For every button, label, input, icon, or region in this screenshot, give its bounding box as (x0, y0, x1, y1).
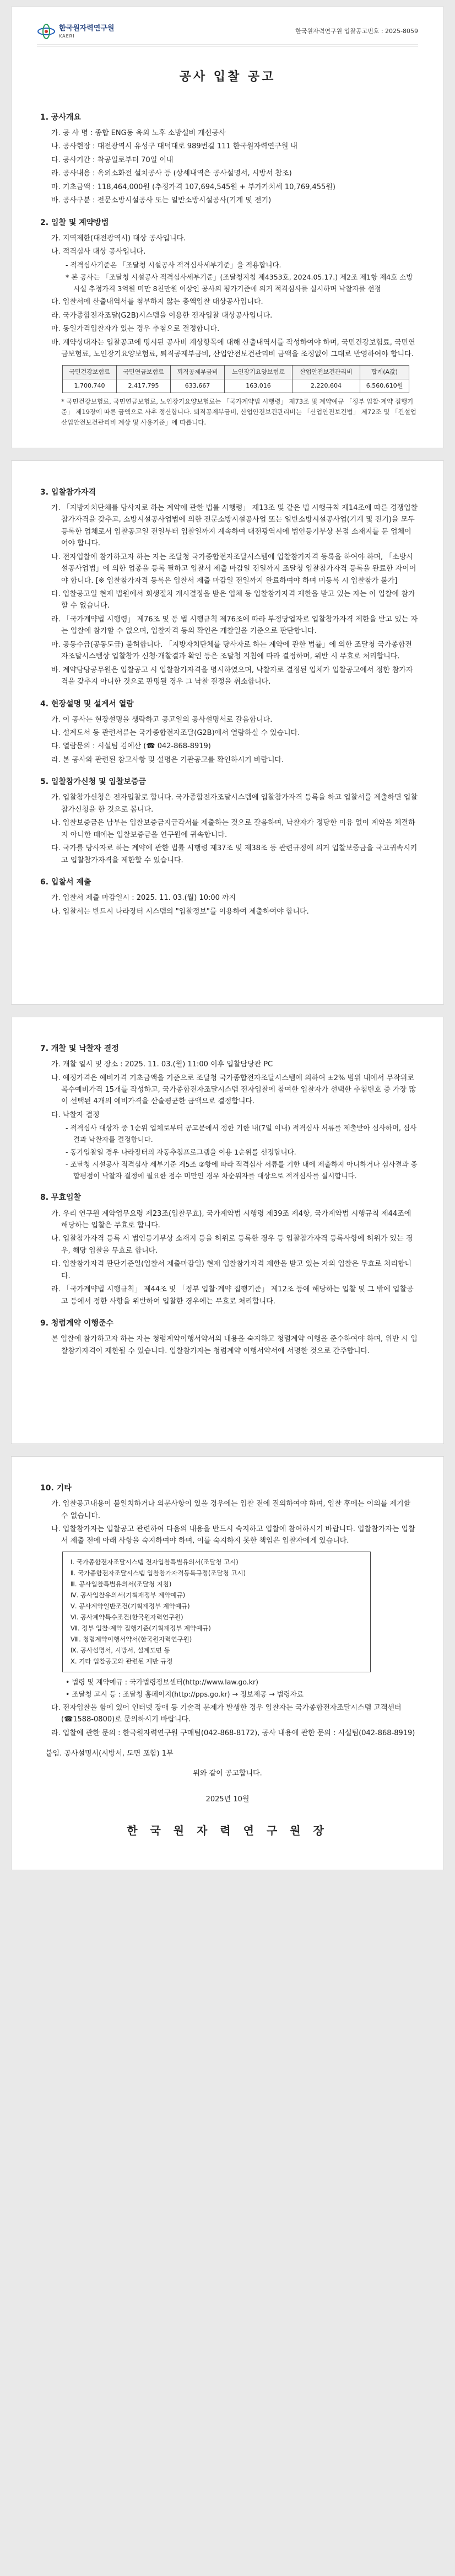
document-header (37, 23, 418, 46)
table-cell: 6,560,610원 (360, 379, 409, 393)
section-item: 마. 공동수급(공동도급) 불허합니다. 「지방자치단체를 당사자로 하는 계약에 관한 법률」에 의한 조달청 국가종합전자조달시스템상 입찰참가 신청·개찰결과 확인 등은 조달청 지침에 따라 결정하며, 위반 시 무효로 처리합니다. (51, 640, 412, 661)
section-item: 가. 입찰참가신청은 전자입찰로 합니다. 국가종합전자조달시스템에 입찰참가자격 등록을 하고 입찰서를 제출하면 입찰참가신청을 한 것으로 봅니다. (51, 793, 418, 814)
section-item: 나. 공사현장 : 대전광역시 유성구 대덕대로 989번길 111 한국원자력연구원 내 (51, 142, 297, 151)
section-subitem: - 조달청 시설공사 적격심사 세부기준 제5조 ②항에 따라 적격심사 서류를 기한 내에 제출하지 아니하거나 심사결과 종합평점이 낙찰자 결정에 필요한 점수 미만인 경우 차순위자를 대상으로 적격심사를 실시합니다. (66, 1160, 418, 1180)
section-item: 다. 국가를 당사자로 하는 계약에 관한 법률 시행령 제37조 및 제38조 등 관련규정에 의거 입찰보증금을 국고귀속시키고 입찰참가자격을 제한할 수 있습니다. (51, 844, 418, 865)
section-item: 나. 설계도서 등 관련서류는 국가종합전자조달(G2B)에서 열람하실 수 있습니다. (51, 729, 300, 738)
section-item: 나. 입찰참가자격 등록 시 법인등기부상 소재지 등을 허위로 등록한 경우 등 입찰참가자격 등록사항에 허위가 있는 경우, 해당 입찰을 무효로 합니다. (51, 1235, 413, 1255)
section-title: 9. 청렴계약 이행준수 (40, 1319, 113, 1328)
section-item: 다. 전자입찰을 함에 있어 인터넷 장애 등 기술적 문제가 발생한 경우 입찰자는 국가종합전자조달시스템 고객센터(☎1588-0800)로 문의하시기 바랍니다. (51, 1703, 402, 1724)
section-item: 나. 적격심사 대상 공사입니다. (51, 248, 146, 256)
table-cell: 163,016 (225, 379, 292, 393)
section-item: 가. 이 공사는 현장설명을 생략하고 공고일의 공사설명서로 갈음합니다. (51, 715, 273, 724)
issuer-signature: 한 국 원 자 력 연 구 원 장 (127, 1824, 328, 1838)
section-item: 가. 개찰 일시 및 장소 : 2025. 11. 03.(월) 11:00 이후 입찰담당관 PC (51, 1060, 273, 1069)
closing-statement: 위와 같이 공고합니다. (193, 1769, 262, 1778)
section-title: 7. 개찰 및 낙찰자 결정 (40, 1044, 119, 1054)
section-item: 나. 입찰보증금은 납부는 입찰보증금지급각서를 제출하는 것으로 갈음하며, 낙찰자가 정당한 이유 없이 계약을 체결하지 아니한 때에는 입찰보증금을 연구원에 귀속합니다. (51, 819, 415, 839)
table-header-cell: 국민건강보험료 (63, 365, 117, 379)
section-item: 바. 계약상대자는 입찰공고에 명시된 공사비 계상항목에 대해 산출내역서를 작성하여야 하며, 국민건강보험료, 국민연금보험료, 노인장기요양보험료, 퇴직공제부금비, 산업안전보건관리비 금액을 조정없이 그대로 반영하여야 합니다. (51, 338, 415, 359)
list-item: Ⅸ. 공사설명서, 시방서, 설계도면 등 (71, 1646, 170, 1654)
section-title: 3. 입찰참가자격 (40, 487, 96, 497)
section-item: 마. 동일가격입찰자가 있는 경우 추첨으로 결정합니다. (51, 325, 220, 334)
section-item: 가. 「지방자치단체를 당사자로 하는 계약에 관한 법률 시행령」 제13조 및 같은 법 시행규칙 제14조에 따른 경쟁입찰 참가자격을 갖추고, 소방시설공사업법에 의한 전문소방시설공사업 또는 일반소방시설공사업(기계 및 전기)을 모두 등록한 업체로서 입찰공고일 전일부터 입찰일까지 계속하여 대전광역시에 법인등기부상 본점 소재지를 둔 업체이어야 합니다. (51, 503, 418, 548)
section-item: 마. 기초금액 : 118,464,000원 (추정가격 107,694,545원 + 부가가치세 10,769,455원) (51, 183, 335, 191)
section-title: 5. 입찰참가신청 및 입찰보증금 (40, 777, 146, 787)
list-item: Ⅴ. 공사계약일반조건(기획재정부 계약예규) (71, 1602, 190, 1610)
org-name: 한국원자력연구원 (59, 24, 115, 33)
list-item: Ⅷ. 청렴계약이행서약서(한국원자력연구원) (71, 1635, 192, 1643)
section-item: 나. 전자입찰에 참가하고자 하는 자는 조달청 국가종합전자조달시스템에 입찰참가자격 등록을 하여야 하며, 「소방시설공사업법」에 의한 업종을 등록 필하고 입찰서 제출 마감일 전일까지 조달청 입찰참가자격 등록을 완료한 자이어야 합니다. [※ 입찰참가자격 등록은 입찰서 제출 마감일 전일까지 완료하여야 하며 미등록 시 입찰참가 불가] (51, 552, 416, 585)
table-note: * 국민건강보험료, 국민연금보험료, 노인장기요양보험료는 「국가계약법 시행령」 제73조 및 계약예규 「정부 입찰·계약 집행기준」 제19장에 따른 금액으로 사후 정산합니다. 퇴직공제부금비, 산업안전보건관리비는 「산업안전보건법」 제72조 및 「건설업 산업안전보건관리비 계상 및 사용기준」에 따릅니다. (61, 397, 416, 426)
list-item: Ⅳ. 공사입찰유의서(기획재정부 계약예규) (71, 1591, 186, 1599)
table-cell: 1,700,740 (63, 379, 117, 393)
section-item: 다. 열람문의 : 시설팀 김예산 (☎ 042-868-8919) (51, 742, 211, 751)
kaeri-logo-icon (37, 23, 56, 40)
section-item: 바. 계약담당공무원은 입찰공고 시 입찰참가자격을 명시하였으며, 낙찰자로 결정된 업체가 입찰공고에서 정한 참가자격을 갖추지 아니한 것으로 판명될 경우 그 낙찰 결정을 취소합니다. (51, 666, 413, 686)
list-item: Ⅰ. 국가종합전자조달시스템 전자입찰특별유의서(조달청 고시) (71, 1558, 239, 1566)
section-item: 다. 입찰공고일 현재 법원에서 회생절차 개시결정을 받은 업체 등 입찰참가자격 제한을 받고 있는 자는 이 입찰에 참가할 수 없습니다. (51, 590, 415, 610)
section-item: 라. 국가종합전자조달(G2B)시스템을 이용한 전자입찰 대상공사입니다. (51, 311, 273, 320)
org-logo (37, 23, 114, 40)
section-item: 가. 입찰공고내용이 불일치하거나 의문사항이 있을 경우에는 입찰 전에 질의하여야 하며, 입찰 후에는 이의를 제기할 수 없습니다. (51, 1500, 411, 1520)
section-item: 다. 입찰서에 산출내역서를 첨부하지 않는 총액입찰 대상공사입니다. (51, 298, 263, 307)
table-cell: 2,220,604 (292, 379, 360, 393)
table-header-cell: 노인장기요양보험료 (225, 365, 292, 379)
section-item: 라. 「국가계약법 시행령」 제76조 및 동 법 시행규칙 제76조에 따라 부정당업자로 입찰참가자격 제한을 받고 있는 자는 입찰에 참가할 수 없으며, 입찰자격 등의 확인은 개찰일을 기준으로 판단합니다. (51, 615, 418, 636)
section-title: 8. 무효입찰 (40, 1193, 82, 1203)
section-item: 가. 지역제한(대전광역시) 대상 공사입니다. (51, 234, 186, 243)
section-title: 4. 현장설명 및 설계서 열람 (40, 699, 134, 709)
document-page-3 (11, 1017, 444, 1444)
section-item: 가. 입찰서 제출 마감일시 : 2025. 11. 03.(월) 10:00 까지 (51, 894, 236, 903)
insurance-cost-table (62, 365, 409, 393)
list-item: Ⅲ. 공사입찰특별유의서(조달청 지침) (71, 1580, 172, 1588)
table-header-cell: 합계(A값) (360, 365, 409, 379)
section-item: 바. 공사구분 : 전문소방시설공사 또는 일반소방시설공사(기계 및 전기) (51, 196, 272, 205)
section-item: 본 입찰에 참가하고자 하는 자는 청렴계약이행서약서의 내용을 숙지하고 청렴계약 이행을 준수하여야 하며, 위반 시 입찰참가자격이 제한될 수 있습니다. 입찰참가자는 청렴계약 이행서약서에 서명한 것으로 간주합니다. (51, 1335, 418, 1355)
section-title: 10. 기타 (40, 1484, 72, 1493)
section-item: 가. 우리 연구원 계약업무요령 제23조(입찰무효), 국가계약법 시행령 제39조 제4항, 국가계약법 시행규칙 제44조에 해당하는 입찰은 무효로 합니다. (51, 1209, 411, 1230)
list-item: Ⅶ. 정부 입찰·계약 집행기준(기획재정부 계약예규) (71, 1624, 211, 1632)
table-header-cell: 국민연금보험료 (117, 365, 171, 379)
table-header-cell: 산업안전보건관리비 (292, 365, 360, 379)
document-page-4 (11, 1456, 444, 1870)
org-abbrev: KAERI (59, 34, 75, 39)
section-item: 라. 공사내용 : 옥외소화전 설치공사 등 (상세내역은 공사설명서, 시방서 참조) (51, 169, 292, 178)
table-cell: 2,417,795 (117, 379, 171, 393)
section-item: 다. 입찰참가자격 판단기준일(입찰서 제출마감일) 현재 입찰참가자격 제한을 받고 있는 자의 입찰은 무효로 처리합니다. (51, 1260, 412, 1280)
announcement-number: 한국원자력연구원 입찰공고번호 : 2025-8059 (295, 27, 418, 35)
section-item: 라. 「국가계약법 시행규칙」 제44조 및 「정부 입찰·계약 집행기준」 제12조 등에 해당하는 입찰 및 그 밖에 입찰공고 등에서 정한 사항을 위반하여 입찰한 경우에는 무효로 처리합니다. (51, 1285, 414, 1306)
section-item: 가. 공 사 명 : 종합 ENG동 옥외 노후 소방설비 개선공사 (51, 129, 226, 138)
attachment-note: 붙임. 공사설명서(시방서, 도면 포함) 1부 (46, 1749, 174, 1758)
section-item: 나. 입찰참가자는 입찰공고 관련하여 다음의 내용을 반드시 숙지하고 입찰에 참여하시기 바랍니다. 입찰참가자는 입찰서 제출 전에 아래 사항을 숙지하여야 하며, 이를 숙지하지 못한 책임은 입찰자에게 있습니다. (51, 1525, 415, 1545)
page-whitespace (37, 1359, 418, 1425)
section-item: 나. 예정가격은 예비가격 기초금액을 기준으로 조달청 국가종합전자조달시스템에 의하여 ±2% 범위 내에서 무작위로 복수예비가격 15개를 작성하고, 국가종합전자조달시스템 전자입찰에 참여한 입찰자가 선택한 추첨번호 중 가장 많이 선택된 4개의 예비가격을 산술평균한 금액으로 결정합니다. (51, 1074, 416, 1106)
list-item: Ⅵ. 공사계약특수조건(한국원자력연구원) (71, 1613, 183, 1621)
section-item: 라. 입찰에 관한 문의 : 한국원자력연구원 구매팀(042-868-8172), 공사 내용에 관한 문의 : 시설팀(042-868-8919) (51, 1729, 415, 1737)
table-cell: 633,667 (171, 379, 225, 393)
section-subitem: * 본 공사는 「조달청 시설공사 적격심사세부기준」(조달청지침 제4353호, 2024.05.17.) 제2조 제1항 제4호 소방시설 추정가격 3억원 미만 8천만원 이상인 공사의 평가기준에 의거 적격심사를 실시하며 낙찰자를 선정 (66, 273, 413, 293)
section-title: 1. 공사개요 (40, 112, 82, 122)
page-whitespace (37, 919, 418, 985)
section-item: 다. 낙찰자 결정 (51, 1110, 100, 1119)
section-item: 다. 공사기간 : 착공일로부터 70일 이내 (51, 155, 174, 164)
section-subitem: - 적격심사기준은 「조달청 시설공사 적격심사세부기준」을 적용합니다. (66, 260, 281, 269)
list-item: Ⅱ. 국가종합전자조달시스템 입찰참가자격등록규정(조달청 고시) (71, 1569, 246, 1577)
section-title: 2. 입찰 및 계약방법 (40, 218, 109, 227)
announcement-date: 2025년 10월 (205, 1795, 250, 1804)
section-title: 6. 입찰서 제출 (40, 878, 91, 887)
regulation-list-box (62, 1552, 371, 1672)
section-subitem: - 적격심사 대상자 중 1순위 업체로부터 공고문에서 정한 기한 내(7일 이내) 적격심사 서류를 제출받아 심사하며, 심사결과 낙찰자를 결정합니다. (66, 1124, 417, 1144)
section-subitem: - 동가입찰일 경우 나라장터의 자동추첨프로그램을 이용 1순위를 선정합니다. (66, 1147, 296, 1156)
list-item: Ⅹ. 기타 입찰공고와 관련된 제반 규정 (71, 1657, 173, 1665)
section-subitem: • 조달청 고시 등 : 조달청 홈페이지(http://pps.go.kr) → 정보제공 → 법령자료 (66, 1690, 304, 1699)
document-page-1 (11, 7, 444, 448)
section-item: 나. 입찰서는 반드시 나라장터 시스템의 "입찰정보"를 이용하여 제출하여야 합니다. (51, 907, 309, 916)
document-page-2 (11, 460, 444, 1005)
section-item: 라. 본 공사와 관련된 참고사항 및 설명은 기관공고를 확인하시기 바랍니다. (51, 755, 284, 764)
document-title: 공사 입찰 공고 (179, 69, 276, 84)
section-subitem: • 법령 및 계약예규 : 국가법령정보센터(http://www.law.go.kr) (66, 1677, 259, 1686)
table-header-cell: 퇴직공제부금비 (171, 365, 225, 379)
